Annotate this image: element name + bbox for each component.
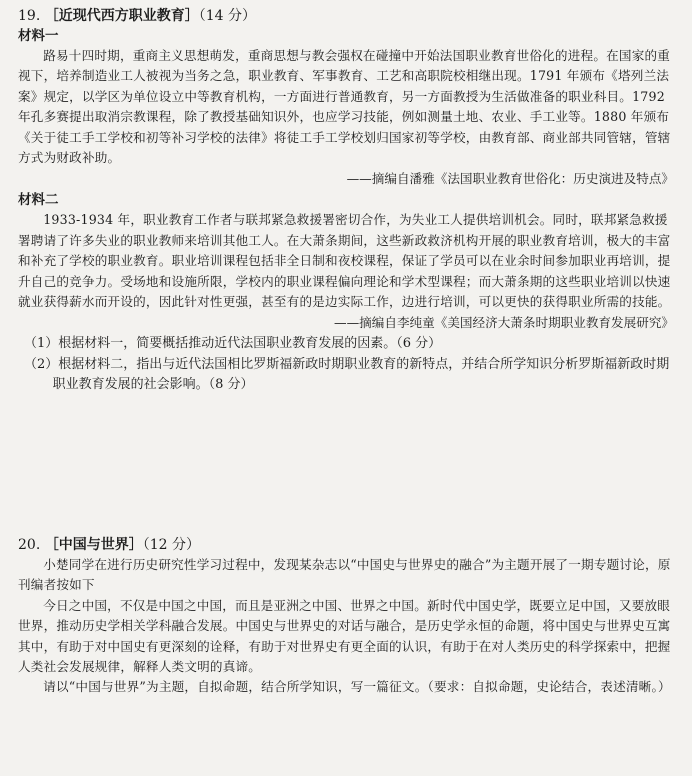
question-20-task: 请以“中国与世界”为主题，自拟命题，结合所学知识，写一篇征文。（要求：自拟命题，史论结合，表述清晰。） — [43, 679, 671, 695]
sub-question-2 — [18, 355, 680, 396]
material-1-label: 材料一 — [18, 28, 59, 44]
material-2-text: 1933-1934 年，职业教育工作者与联邦紧急救援署密切合作，为失业工人提供培训机会。同时，联邦紧急救援署聘请了许多失业的职业教师来培训其他工人。在大萧条期间，这些新政救济机构开展的职业教育培训，极大的丰富和补充了学校的职业教育。职业培训课程包括非全日制和夜校课程，保证了学员可以在业余时间参加职业再培训，提升自己的竞争力。受场地和设施所限，学校内的职业课程偏向理论和学术型课程；而大萧条期的这些职业培训以快速就业获得薪水而开设的，因此针对性更强，甚至有的是边实际工作，边进行培训，可以更快的获得职业所需的技能。 — [18, 212, 671, 310]
material-2-source: ——摘编自李纯童《美国经济大萧条时期职业教育发展研究》 — [333, 315, 674, 331]
material-1-source: ——摘编自潘雅《法国职业教育世俗化：历史演进及特点》 — [346, 171, 674, 187]
question-number: 19. — [18, 8, 41, 24]
question-20-intro: 小楚同学在进行历史研究性学习过程中，发现某杂志以“中国史与世界史的融合”为主题开展了一期专题讨论，原刊编者按如下 — [18, 557, 671, 593]
question-20 — [18, 535, 680, 698]
question-topic: ［近现代西方职业教育］ — [44, 8, 199, 24]
question-score: （14 分） — [198, 8, 256, 24]
question-number: 20. — [18, 537, 41, 553]
sub-question-1-text: （1）根据材料一，简要概括推动近代法国职业教育发展的因素。（6 分） — [24, 336, 442, 352]
question-20-header — [18, 535, 680, 555]
question-19 — [18, 6, 680, 396]
question-20-quote: 今日之中国，不仅是中国之中国，而且是亚洲之中国、世界之中国。新时代中国史学，既要立足中国，又要放眼世界，推动历史学相关学科融合发展。中国史与世界史的对话与融合，是历史学永恒的命题，将中国史与世界史互寓其中，有助于对中国史有更深刻的诠释，有助于对世界史有更全面的认识，有助于在对人类历史的科学探索中，把握人类社会发展规律，解释人类文明的真谛。 — [18, 597, 671, 675]
material-1-text: 路易十四时期，重商主义思想萌发，重商思想与教会强权在碰撞中开始法国职业教育世俗化的进程。在国家的重视下，培养制造业工人被视为当务之急，职业教育、军事教育、工艺和高职院校相继出现。1791 年颁布《塔列兰法案》规定，以学区为单位设立中等教育机构，一方面进行普通教育，另一方面教授为生活做准备的职业科目。1792 年孔多赛提出取消宗教课程，除了教授基础知识外，也应学习技能，例如测量土地、农业、手工业等。1880 年颁布《关于徒工手工学校和初等补习学校的法律》将徒工手工学校划归国家初等学校，由教育部、商业部共同管辖，管辖方式为财政补助。 — [18, 48, 671, 166]
material-2-label: 材料二 — [18, 192, 59, 209]
sub-question-2-text: （2）根据材料二，指出与近代法国相比罗斯福新政时期职业教育的新特点，并结合所学知识分析罗斯福新政时期职业教育发展的社会影响。（8 分） — [24, 356, 670, 393]
question-topic: ［中国与世界］ — [44, 537, 143, 553]
question-score: （12 分） — [142, 537, 200, 553]
sub-question-1 — [18, 334, 680, 355]
question-19-header — [18, 6, 680, 26]
